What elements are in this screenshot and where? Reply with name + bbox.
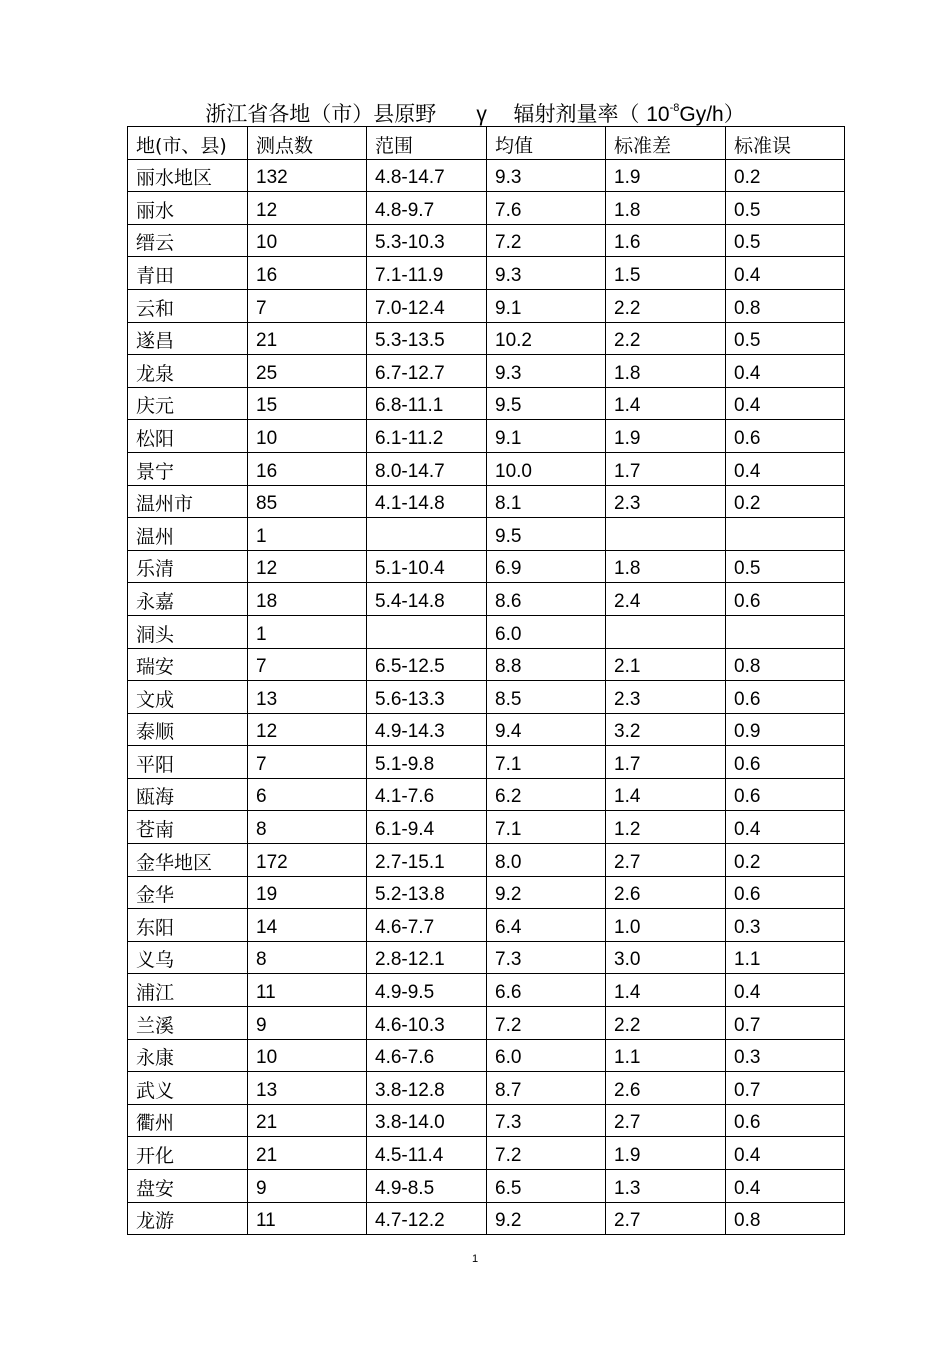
value-cell: 1.0 xyxy=(606,909,726,942)
table-row xyxy=(128,844,845,877)
value-cell: 9 xyxy=(248,1007,367,1040)
value-cell: 7.2 xyxy=(487,1137,606,1170)
value-cell: 6.7-12.7 xyxy=(367,355,487,388)
region-name-cell: 缙云 xyxy=(128,224,248,257)
value-cell: 9.3 xyxy=(487,257,606,290)
value-cell: 10.0 xyxy=(487,452,606,485)
value-cell: 7.2 xyxy=(487,224,606,257)
value-cell: 4.9-8.5 xyxy=(367,1170,487,1203)
value-cell: 0.6 xyxy=(726,746,845,779)
value-cell: 21 xyxy=(248,1104,367,1137)
value-cell: 2.4 xyxy=(606,583,726,616)
value-cell: 1.7 xyxy=(606,746,726,779)
value-cell: 1.2 xyxy=(606,811,726,844)
value-cell xyxy=(606,615,726,648)
table-row xyxy=(128,420,845,453)
value-cell: 3.0 xyxy=(606,941,726,974)
value-cell: 14 xyxy=(248,909,367,942)
value-cell: 1.8 xyxy=(606,192,726,225)
value-cell: 0.8 xyxy=(726,1202,845,1235)
value-cell: 0.6 xyxy=(726,778,845,811)
value-cell: 7 xyxy=(248,289,367,322)
table-row xyxy=(128,192,845,225)
value-cell: 6.2 xyxy=(487,778,606,811)
table-row xyxy=(128,778,845,811)
table-row xyxy=(128,1202,845,1235)
page-number: 1 xyxy=(471,1253,479,1265)
value-cell: 1.7 xyxy=(606,452,726,485)
value-cell: 0.5 xyxy=(726,550,845,583)
value-cell: 1.9 xyxy=(606,159,726,192)
value-cell: 2.7 xyxy=(606,1104,726,1137)
region-name-cell: 永康 xyxy=(128,1039,248,1072)
value-cell: 1 xyxy=(248,615,367,648)
value-cell: 2.7-15.1 xyxy=(367,844,487,877)
table-row xyxy=(128,159,845,192)
value-cell: 0.6 xyxy=(726,583,845,616)
value-cell: 9.3 xyxy=(487,159,606,192)
table-row xyxy=(128,876,845,909)
value-cell: 0.4 xyxy=(726,974,845,1007)
table-row xyxy=(128,1137,845,1170)
region-name-cell: 温州 xyxy=(128,518,248,551)
region-name-cell: 洞头 xyxy=(128,615,248,648)
title-main: 浙江省各地（市）县原野 xyxy=(205,102,437,126)
value-cell: 1.9 xyxy=(606,420,726,453)
value-cell: 172 xyxy=(248,844,367,877)
title-unit-exponent: -8 xyxy=(669,102,680,114)
value-cell: 1.4 xyxy=(606,387,726,420)
value-cell: 0.2 xyxy=(726,844,845,877)
value-cell: 9.2 xyxy=(487,876,606,909)
value-cell: 6.8-11.1 xyxy=(367,387,487,420)
title-unit-tail: Gy/h） xyxy=(679,103,745,126)
value-cell: 1.9 xyxy=(606,1137,726,1170)
value-cell: 0.4 xyxy=(726,1170,845,1203)
value-cell: 4.8-14.7 xyxy=(367,159,487,192)
value-cell: 2.3 xyxy=(606,681,726,714)
document-title xyxy=(0,93,950,130)
region-name-cell: 景宁 xyxy=(128,452,248,485)
value-cell: 7.3 xyxy=(487,941,606,974)
table-row xyxy=(128,974,845,1007)
value-cell: 4.5-11.4 xyxy=(367,1137,487,1170)
table-row xyxy=(128,387,845,420)
value-cell: 1.5 xyxy=(606,257,726,290)
value-cell: 13 xyxy=(248,681,367,714)
table-row xyxy=(128,941,845,974)
region-name-cell: 青田 xyxy=(128,257,248,290)
value-cell: 10 xyxy=(248,224,367,257)
region-name-cell: 乐清 xyxy=(128,550,248,583)
value-cell: 12 xyxy=(248,550,367,583)
region-name-cell: 瓯海 xyxy=(128,778,248,811)
table-row xyxy=(128,746,845,779)
region-name-cell: 龙游 xyxy=(128,1202,248,1235)
value-cell: 0.4 xyxy=(726,387,845,420)
value-cell: 6.9 xyxy=(487,550,606,583)
value-cell: 0.5 xyxy=(726,192,845,225)
value-cell: 1.8 xyxy=(606,550,726,583)
value-cell: 7.1 xyxy=(487,811,606,844)
table-row xyxy=(128,485,845,518)
value-cell: 7 xyxy=(248,648,367,681)
value-cell: 2.3 xyxy=(606,485,726,518)
value-cell: 8 xyxy=(248,811,367,844)
value-cell: 0.3 xyxy=(726,909,845,942)
value-cell: 6.4 xyxy=(487,909,606,942)
value-cell xyxy=(726,518,845,551)
value-cell: 8.5 xyxy=(487,681,606,714)
value-cell: 2.2 xyxy=(606,322,726,355)
region-name-cell: 金华地区 xyxy=(128,844,248,877)
value-cell: 7.0-12.4 xyxy=(367,289,487,322)
column-header: 测点数 xyxy=(248,127,367,160)
region-name-cell: 东阳 xyxy=(128,909,248,942)
value-cell: 0.6 xyxy=(726,1104,845,1137)
table-row xyxy=(128,648,845,681)
table-row xyxy=(128,355,845,388)
table-row xyxy=(128,1170,845,1203)
table-row xyxy=(128,1104,845,1137)
region-name-cell: 衢州 xyxy=(128,1104,248,1137)
value-cell: 12 xyxy=(248,713,367,746)
table-row xyxy=(128,909,845,942)
table-row xyxy=(128,811,845,844)
region-name-cell: 庆元 xyxy=(128,387,248,420)
region-name-cell: 浦江 xyxy=(128,974,248,1007)
region-name-cell: 金华 xyxy=(128,876,248,909)
value-cell xyxy=(367,518,487,551)
table-row xyxy=(128,322,845,355)
value-cell: 0.5 xyxy=(726,224,845,257)
region-name-cell: 文成 xyxy=(128,681,248,714)
value-cell: 4.6-7.7 xyxy=(367,909,487,942)
column-header: 均值 xyxy=(487,127,606,160)
table-row xyxy=(128,452,845,485)
value-cell: 1.6 xyxy=(606,224,726,257)
table-row xyxy=(128,518,845,551)
value-cell: 4.9-9.5 xyxy=(367,974,487,1007)
region-name-cell: 龙泉 xyxy=(128,355,248,388)
value-cell: 4.8-9.7 xyxy=(367,192,487,225)
value-cell: 8.0-14.7 xyxy=(367,452,487,485)
value-cell: 18 xyxy=(248,583,367,616)
table-row xyxy=(128,224,845,257)
value-cell: 1.8 xyxy=(606,355,726,388)
value-cell: 10.2 xyxy=(487,322,606,355)
value-cell: 0.8 xyxy=(726,648,845,681)
value-cell: 13 xyxy=(248,1072,367,1105)
value-cell: 10 xyxy=(248,420,367,453)
value-cell: 1.3 xyxy=(606,1170,726,1203)
title-gamma-symbol: γ xyxy=(476,103,487,126)
column-header: 地(市、县) xyxy=(128,127,248,160)
value-cell: 19 xyxy=(248,876,367,909)
value-cell: 7.3 xyxy=(487,1104,606,1137)
value-cell: 9.4 xyxy=(487,713,606,746)
table-row xyxy=(128,615,845,648)
value-cell: 9.3 xyxy=(487,355,606,388)
value-cell: 5.2-13.8 xyxy=(367,876,487,909)
radiation-dose-table xyxy=(127,126,845,1235)
value-cell: 5.3-10.3 xyxy=(367,224,487,257)
value-cell: 0.4 xyxy=(726,452,845,485)
region-name-cell: 云和 xyxy=(128,289,248,322)
value-cell: 6.0 xyxy=(487,1039,606,1072)
region-name-cell: 松阳 xyxy=(128,420,248,453)
value-cell: 6.1-9.4 xyxy=(367,811,487,844)
value-cell: 6.5-12.5 xyxy=(367,648,487,681)
value-cell: 21 xyxy=(248,1137,367,1170)
value-cell: 1.1 xyxy=(606,1039,726,1072)
value-cell: 10 xyxy=(248,1039,367,1072)
value-cell: 9.5 xyxy=(487,518,606,551)
value-cell xyxy=(726,615,845,648)
table-row xyxy=(128,1072,845,1105)
table-row xyxy=(128,1007,845,1040)
value-cell: 0.3 xyxy=(726,1039,845,1072)
region-name-cell: 苍南 xyxy=(128,811,248,844)
region-name-cell: 丽水地区 xyxy=(128,159,248,192)
value-cell: 6.5 xyxy=(487,1170,606,1203)
value-cell: 5.3-13.5 xyxy=(367,322,487,355)
region-name-cell: 平阳 xyxy=(128,746,248,779)
table-row xyxy=(128,681,845,714)
table-row xyxy=(128,1039,845,1072)
value-cell: 2.8-12.1 xyxy=(367,941,487,974)
value-cell: 2.7 xyxy=(606,1202,726,1235)
value-cell: 21 xyxy=(248,322,367,355)
title-unit-base: 10 xyxy=(646,103,670,126)
value-cell: 2.2 xyxy=(606,1007,726,1040)
value-cell xyxy=(367,615,487,648)
value-cell: 132 xyxy=(248,159,367,192)
value-cell: 0.8 xyxy=(726,289,845,322)
table-row xyxy=(128,583,845,616)
region-name-cell: 丽水 xyxy=(128,192,248,225)
region-name-cell: 兰溪 xyxy=(128,1007,248,1040)
region-name-cell: 瑞安 xyxy=(128,648,248,681)
value-cell: 8.8 xyxy=(487,648,606,681)
table-row xyxy=(128,257,845,290)
region-name-cell: 武义 xyxy=(128,1072,248,1105)
value-cell: 7 xyxy=(248,746,367,779)
value-cell: 8.6 xyxy=(487,583,606,616)
value-cell: 2.6 xyxy=(606,1072,726,1105)
value-cell: 5.6-13.3 xyxy=(367,681,487,714)
value-cell: 2.6 xyxy=(606,876,726,909)
value-cell: 4.1-14.8 xyxy=(367,485,487,518)
region-name-cell: 永嘉 xyxy=(128,583,248,616)
value-cell: 9.1 xyxy=(487,289,606,322)
value-cell: 16 xyxy=(248,452,367,485)
value-cell: 12 xyxy=(248,192,367,225)
value-cell: 4.6-10.3 xyxy=(367,1007,487,1040)
value-cell: 0.2 xyxy=(726,159,845,192)
value-cell: 0.7 xyxy=(726,1072,845,1105)
value-cell: 1.4 xyxy=(606,778,726,811)
value-cell xyxy=(606,518,726,551)
value-cell: 9.2 xyxy=(487,1202,606,1235)
value-cell: 15 xyxy=(248,387,367,420)
region-name-cell: 盘安 xyxy=(128,1170,248,1203)
region-name-cell: 泰顺 xyxy=(128,713,248,746)
region-name-cell: 义乌 xyxy=(128,941,248,974)
column-header: 标准误 xyxy=(726,127,845,160)
value-cell: 0.4 xyxy=(726,355,845,388)
value-cell: 5.1-9.8 xyxy=(367,746,487,779)
table-row xyxy=(128,550,845,583)
table-row xyxy=(128,289,845,322)
value-cell: 0.4 xyxy=(726,257,845,290)
value-cell: 8.0 xyxy=(487,844,606,877)
title-rest: 辐射剂量率（ xyxy=(513,102,640,126)
value-cell: 9.1 xyxy=(487,420,606,453)
value-cell: 1.1 xyxy=(726,941,845,974)
value-cell: 1 xyxy=(248,518,367,551)
value-cell: 6.6 xyxy=(487,974,606,1007)
value-cell: 8 xyxy=(248,941,367,974)
value-cell: 4.7-12.2 xyxy=(367,1202,487,1235)
value-cell: 7.1 xyxy=(487,746,606,779)
value-cell: 3.8-12.8 xyxy=(367,1072,487,1105)
value-cell: 25 xyxy=(248,355,367,388)
value-cell: 0.4 xyxy=(726,811,845,844)
region-name-cell: 开化 xyxy=(128,1137,248,1170)
table-body xyxy=(128,159,845,1235)
value-cell: 4.9-14.3 xyxy=(367,713,487,746)
column-header: 标准差 xyxy=(606,127,726,160)
value-cell: 2.7 xyxy=(606,844,726,877)
value-cell: 1.4 xyxy=(606,974,726,1007)
value-cell: 2.2 xyxy=(606,289,726,322)
value-cell: 0.6 xyxy=(726,420,845,453)
value-cell: 16 xyxy=(248,257,367,290)
value-cell: 0.2 xyxy=(726,485,845,518)
value-cell: 3.8-14.0 xyxy=(367,1104,487,1137)
value-cell: 6 xyxy=(248,778,367,811)
value-cell: 4.6-7.6 xyxy=(367,1039,487,1072)
value-cell: 85 xyxy=(248,485,367,518)
value-cell: 5.1-10.4 xyxy=(367,550,487,583)
value-cell: 6.0 xyxy=(487,615,606,648)
value-cell: 8.1 xyxy=(487,485,606,518)
value-cell: 7.2 xyxy=(487,1007,606,1040)
value-cell: 9 xyxy=(248,1170,367,1203)
value-cell: 0.7 xyxy=(726,1007,845,1040)
value-cell: 2.1 xyxy=(606,648,726,681)
value-cell: 0.4 xyxy=(726,1137,845,1170)
value-cell: 7.1-11.9 xyxy=(367,257,487,290)
region-name-cell: 遂昌 xyxy=(128,322,248,355)
value-cell: 7.6 xyxy=(487,192,606,225)
region-name-cell: 温州市 xyxy=(128,485,248,518)
value-cell: 9.5 xyxy=(487,387,606,420)
value-cell: 6.1-11.2 xyxy=(367,420,487,453)
value-cell: 4.1-7.6 xyxy=(367,778,487,811)
table-row xyxy=(128,713,845,746)
value-cell: 0.6 xyxy=(726,876,845,909)
value-cell: 5.4-14.8 xyxy=(367,583,487,616)
value-cell: 0.5 xyxy=(726,322,845,355)
value-cell: 11 xyxy=(248,974,367,1007)
value-cell: 8.7 xyxy=(487,1072,606,1105)
value-cell: 11 xyxy=(248,1202,367,1235)
table-header-row xyxy=(128,127,845,160)
column-header: 范围 xyxy=(367,127,487,160)
value-cell: 0.9 xyxy=(726,713,845,746)
value-cell: 3.2 xyxy=(606,713,726,746)
value-cell: 0.6 xyxy=(726,681,845,714)
